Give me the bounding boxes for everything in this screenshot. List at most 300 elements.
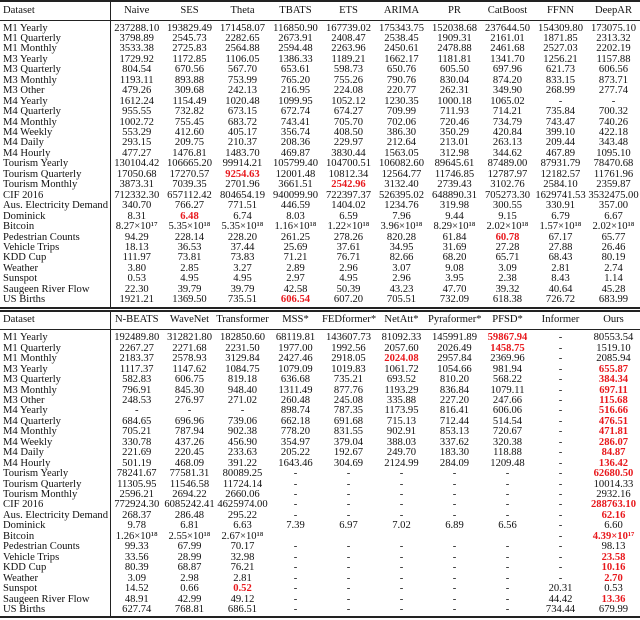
value-cell: 627.74 [110, 605, 163, 617]
dataset-name: M3 Other [0, 396, 110, 406]
value-cell: 705.70 [333, 116, 364, 128]
value-cell: - [452, 572, 457, 584]
dataset-name: M4 Monthly [0, 118, 110, 128]
value-cell: 3532475.00 [588, 189, 639, 201]
value-cell: 210.37 [227, 137, 258, 149]
value-cell: 2527.03 [543, 43, 578, 55]
value-cell: 2.96 [339, 262, 358, 274]
value-cell: 1.16×10¹⁸ [274, 221, 317, 233]
value-cell: 220.77 [386, 85, 417, 97]
value-cell: 735.84 [545, 106, 576, 118]
dataset-name: CIF 2016 [0, 191, 110, 201]
value-cell: - [452, 489, 457, 501]
value-cell: 14.52 [124, 583, 149, 595]
value-cell: 6.79 [551, 210, 570, 222]
value-cell: 955.55 [122, 106, 152, 118]
dataset-name: Pedestrian Counts [0, 542, 110, 552]
dataset-name: Dominick [0, 212, 110, 222]
value-cell: - [505, 593, 510, 605]
value-cell: 2427.46 [278, 353, 313, 365]
value-cell: 1052.12 [331, 95, 366, 107]
value-cell: 173075.10 [590, 22, 637, 34]
best-value-cell: 516.66 [598, 405, 629, 417]
value-cell: 89645.61 [434, 158, 475, 170]
table-row [0, 264, 640, 274]
value-cell: 686.51 [216, 605, 269, 617]
dataset-name: M4 Hourly [0, 149, 110, 159]
value-cell: 37.61 [336, 242, 361, 254]
value-cell: 17270.57 [169, 168, 210, 180]
value-cell: - [399, 499, 404, 511]
value-cell: 2957.84 [437, 353, 472, 365]
value-cell: - [558, 436, 563, 448]
table-row [0, 521, 640, 531]
value-cell: - [399, 541, 404, 553]
value-cell: 804654.19 [219, 189, 266, 201]
value-cell: 36.53 [177, 242, 202, 254]
value-cell: 7.02 [392, 520, 411, 532]
value-cell: 205.22 [280, 447, 311, 459]
value-cell: 130104.42 [114, 158, 160, 170]
table-row [0, 274, 640, 284]
table-row [0, 375, 640, 385]
value-cell: - [558, 394, 563, 406]
dataset-name: Dominick [0, 521, 110, 531]
value-cell: 1193.11 [119, 74, 154, 86]
value-cell: 734.44 [534, 605, 587, 617]
dataset-name: M1 Monthly [0, 44, 110, 54]
table-row [0, 448, 640, 458]
value-cell: - [558, 478, 563, 490]
value-cell: 697.96 [492, 64, 523, 76]
table-row [0, 532, 640, 542]
value-cell: - [399, 478, 404, 490]
value-cell: 286.48 [174, 509, 205, 521]
value-cell: - [399, 509, 404, 521]
value-cell: 940099.90 [272, 189, 319, 201]
value-cell: 67.17 [548, 231, 573, 243]
value-cell: - [505, 583, 510, 595]
value-cell: 673.15 [227, 106, 258, 118]
value-cell: 18.13 [124, 242, 149, 254]
value-cell: 662.18 [280, 415, 311, 427]
value-cell: 1181.81 [437, 53, 472, 65]
dataset-name: US Births [0, 605, 110, 617]
value-cell: - [558, 332, 563, 344]
value-cell: 44.42 [548, 593, 573, 605]
value-cell: 771.51 [227, 200, 258, 212]
value-cell: 2564.88 [225, 43, 260, 55]
value-cell: 446.59 [280, 200, 311, 212]
value-cell: 65.77 [601, 231, 626, 243]
value-cell: 391.22 [227, 457, 258, 469]
value-cell: 2584.10 [543, 179, 578, 191]
value-cell: - [452, 593, 457, 605]
value-cell: 705.21 [122, 426, 152, 438]
dataset-name: US Births [0, 295, 110, 307]
best-value-cell: 84.87 [601, 447, 626, 459]
value-cell: 734.79 [492, 116, 523, 128]
dataset-column-header: Dataset [0, 1, 110, 20]
value-cell: 2.02×10¹⁸ [592, 221, 635, 233]
value-cell: 87931.79 [540, 158, 581, 170]
value-cell: - [399, 468, 404, 480]
best-value-cell: 286.07 [598, 436, 629, 448]
value-cell: 948.40 [227, 384, 258, 396]
table-row [0, 344, 640, 354]
value-cell: 755.26 [333, 74, 364, 86]
value-cell: - [452, 478, 457, 490]
method-column-header: Pyraformer* [428, 311, 481, 330]
value-cell: 456.90 [227, 436, 258, 448]
value-cell: 405.17 [227, 127, 258, 139]
value-cell: 5.35×10¹⁸ [221, 221, 264, 233]
value-cell: 262.31 [439, 85, 470, 97]
value-cell: 691.68 [333, 415, 364, 427]
table-row [0, 295, 640, 307]
value-cell: 182850.60 [219, 332, 266, 344]
value-cell: 340.70 [122, 200, 152, 212]
dataset-name: Saugeen River Flow [0, 595, 110, 605]
dataset-name: Saugeen River Flow [0, 285, 110, 295]
method-column-header: N-BEATS [110, 311, 163, 330]
value-cell: - [399, 593, 404, 605]
value-cell: 40.64 [548, 283, 573, 295]
value-cell: 284.09 [439, 457, 470, 469]
value-cell: 3129.84 [225, 353, 260, 365]
table-row [0, 233, 640, 243]
dataset-name: M4 Weekly [0, 438, 110, 448]
table-row [0, 459, 640, 469]
method-column-header: ARIMA [375, 1, 428, 20]
value-cell: 12787.97 [487, 168, 528, 180]
value-cell: - [346, 593, 351, 605]
dataset-name: M3 Yearly [0, 365, 110, 375]
value-cell: 1476.81 [172, 147, 207, 159]
value-cell: 193829.49 [166, 22, 213, 34]
dataset-name: M4 Daily [0, 448, 110, 458]
table-row [0, 107, 640, 117]
table-row [0, 417, 640, 427]
value-cell: 32.98 [230, 551, 255, 563]
value-cell: - [293, 572, 298, 584]
value-cell: 1065.02 [490, 95, 525, 107]
value-cell: 2932.16 [596, 489, 631, 501]
table-row [0, 553, 640, 563]
value-cell: 1871.85 [543, 32, 578, 44]
method-column-header: PFSD* [481, 311, 534, 330]
value-cell: - [558, 415, 563, 427]
method-column-header: Transformer [216, 311, 269, 330]
value-cell: 1341.70 [490, 53, 525, 65]
value-cell: 80.39 [124, 562, 149, 574]
value-cell: 0.66 [180, 583, 199, 595]
table-row [0, 469, 640, 479]
value-cell: 276.97 [174, 394, 205, 406]
value-cell: 653.61 [280, 64, 311, 76]
value-cell: 10014.33 [593, 478, 634, 490]
best-value-cell: 2024.08 [384, 353, 419, 365]
best-value-cell: 1458.75 [490, 342, 525, 354]
best-value-cell: 62680.50 [593, 468, 634, 480]
header-row [0, 1, 640, 20]
value-cell: 2085.94 [596, 353, 631, 365]
value-cell: 732.82 [174, 106, 205, 118]
method-column-header: NetAtt* [375, 311, 428, 330]
value-cell: 3.95 [445, 273, 464, 285]
value-cell: 479.26 [122, 85, 152, 97]
value-cell: 6.89 [445, 520, 464, 532]
value-cell: 247.66 [492, 394, 523, 406]
best-value-cell: 59867.94 [487, 332, 528, 344]
best-value-cell: 476.51 [598, 415, 629, 427]
method-column-header: MSS* [269, 311, 322, 330]
value-cell: 1157.88 [596, 53, 631, 65]
value-cell: 2.81 [551, 262, 570, 274]
value-cell: - [558, 342, 563, 354]
value-cell: - [293, 489, 298, 501]
value-cell: 526395.02 [378, 189, 425, 201]
value-cell: 1002.72 [119, 116, 154, 128]
value-cell: 9.08 [445, 262, 464, 274]
value-cell: 17050.68 [116, 168, 157, 180]
value-cell: - [558, 95, 563, 107]
value-cell: 49.12 [230, 593, 255, 605]
value-cell: 437.26 [174, 436, 205, 448]
value-cell: 77581.31 [169, 468, 210, 480]
best-value-cell: 6.48 [180, 210, 199, 222]
value-cell: 711.93 [440, 106, 469, 118]
best-value-cell: 471.81 [598, 426, 629, 438]
value-cell: 2918.05 [331, 353, 366, 365]
value-cell: - [293, 583, 298, 595]
value-cell: 320.38 [492, 436, 523, 448]
value-cell: - [293, 478, 298, 490]
value-cell: - [558, 426, 563, 438]
table-row [0, 574, 640, 584]
value-cell: 6.60 [604, 520, 623, 532]
header-row [0, 311, 640, 330]
value-cell: 268.99 [545, 85, 576, 97]
value-cell: 27.88 [548, 242, 573, 254]
value-cell: 683.72 [227, 116, 258, 128]
dataset-name: Tourism Quarterly [0, 480, 110, 490]
value-cell: 65.71 [495, 252, 520, 264]
method-column-header: Naive [110, 1, 163, 20]
value-cell: 249.70 [386, 447, 417, 459]
table-row [0, 427, 640, 437]
value-cell: - [558, 572, 563, 584]
value-cell: - [452, 468, 457, 480]
value-cell: 335.88 [386, 394, 417, 406]
table-row [0, 365, 640, 375]
value-cell: 6.74 [233, 210, 252, 222]
value-cell: 2359.87 [596, 179, 631, 191]
value-cell: 819.18 [227, 374, 258, 386]
value-cell: - [558, 447, 563, 459]
value-cell: - [346, 468, 351, 480]
dataset-name: M4 Yearly [0, 406, 110, 416]
table-row [0, 65, 640, 75]
value-cell: - [505, 499, 510, 511]
value-cell: 6.59 [339, 210, 358, 222]
value-cell: 4.95 [180, 273, 199, 285]
value-cell: 1084.75 [225, 363, 260, 375]
value-cell: 2231.50 [225, 342, 260, 354]
value-cell: 145991.89 [431, 332, 478, 344]
value-cell: 1992.56 [331, 342, 366, 354]
value-cell: - [346, 551, 351, 563]
value-cell: 468.09 [174, 457, 205, 469]
value-cell: 2538.45 [384, 32, 419, 44]
method-column-header: WaveNet [163, 311, 216, 330]
value-cell: 73.83 [230, 252, 255, 264]
value-cell: 263.13 [492, 137, 523, 149]
dataset-name: M3 Monthly [0, 386, 110, 396]
value-cell: - [293, 468, 298, 480]
value-cell: 3132.40 [384, 179, 419, 191]
value-cell: 78241.67 [116, 468, 157, 480]
dataset-name: KDD Cup [0, 563, 110, 573]
dataset-name: Bitcoin [0, 222, 110, 232]
value-cell: - [558, 384, 563, 396]
value-cell: 1629741.53 [535, 189, 586, 201]
value-cell: 105799.40 [272, 158, 319, 170]
value-cell: 2282.65 [225, 32, 260, 44]
value-cell: 2461.68 [490, 43, 525, 55]
value-cell: 209.44 [545, 137, 576, 149]
value-cell: 8.43 [551, 273, 570, 285]
value-cell: 790.76 [386, 74, 417, 86]
table-row [0, 253, 640, 263]
value-cell: 344.62 [492, 147, 523, 159]
value-cell: - [293, 509, 298, 521]
value-cell: 598.73 [333, 64, 364, 76]
dataset-name: Aus. Electricity Demand [0, 201, 110, 211]
value-cell: 233.63 [227, 447, 258, 459]
value-cell: 216.95 [280, 85, 311, 97]
value-cell: - [346, 541, 351, 553]
value-cell: 772924.30 [114, 499, 160, 511]
value-cell: 670.56 [174, 64, 205, 76]
value-cell: - [558, 363, 563, 375]
value-cell: 726.72 [534, 295, 587, 307]
value-cell: 43.23 [389, 283, 414, 295]
value-cell: - [452, 551, 457, 563]
value-cell: 229.97 [333, 137, 364, 149]
value-cell: 99914.21 [222, 158, 263, 170]
dataset-name: Tourism Monthly [0, 180, 110, 190]
table-row [0, 76, 640, 86]
dataset-name: M4 Daily [0, 138, 110, 148]
value-cell: 349.90 [492, 85, 523, 97]
table-row [0, 406, 640, 416]
value-cell: 2673.91 [278, 32, 313, 44]
value-cell: 1117.37 [119, 363, 154, 375]
value-cell: 1612.24 [119, 95, 154, 107]
value-cell: - [399, 572, 404, 584]
value-cell: 765.20 [280, 74, 311, 86]
value-cell: 3798.89 [119, 32, 154, 44]
value-cell: 2.96 [392, 273, 411, 285]
value-cell: 672.74 [280, 106, 311, 118]
value-cell: 606.06 [492, 405, 523, 417]
value-cell: 0.53 [604, 583, 623, 595]
value-cell: 753.99 [227, 74, 258, 86]
value-cell: 1000.18 [437, 95, 472, 107]
table-row [0, 201, 640, 211]
value-cell: 192489.80 [114, 332, 160, 344]
value-cell: 116850.90 [273, 22, 318, 34]
value-cell: 61.84 [442, 231, 467, 243]
dataset-name: KDD Cup [0, 253, 110, 263]
value-cell: - [558, 489, 563, 501]
value-cell: 42.58 [283, 283, 308, 295]
method-column-header: PR [428, 1, 481, 20]
value-cell: 787.35 [333, 405, 364, 417]
value-cell: - [399, 583, 404, 595]
value-cell: 337.62 [439, 436, 470, 448]
value-cell: 237644.50 [484, 22, 531, 34]
value-cell: 2313.32 [596, 32, 631, 44]
dataset-name: Vehicle Trips [0, 243, 110, 253]
value-cell: 740.26 [598, 116, 629, 128]
value-cell: 1019.83 [331, 363, 366, 375]
value-cell: 20.31 [548, 583, 573, 595]
value-cell: - [346, 583, 351, 595]
dataset-name: M4 Quarterly [0, 417, 110, 427]
value-cell: 2478.88 [437, 43, 472, 55]
dataset-name: M1 Quarterly [0, 344, 110, 354]
table-row [0, 86, 640, 96]
value-cell: 67.99 [177, 541, 202, 553]
value-cell: 2578.93 [172, 353, 207, 365]
value-cell: 714.21 [492, 106, 523, 118]
value-cell: 898.74 [280, 405, 311, 417]
best-value-cell: 655.87 [598, 363, 629, 375]
value-cell: 9.15 [498, 210, 517, 222]
value-cell: - [558, 374, 563, 386]
value-cell: 45.28 [601, 283, 626, 295]
value-cell: - [558, 509, 563, 521]
value-cell: 106665.20 [166, 158, 213, 170]
value-cell: 39.79 [177, 283, 202, 295]
value-cell: 87489.00 [487, 158, 528, 170]
value-cell: 830.04 [439, 74, 470, 86]
value-cell: 6.67 [604, 210, 623, 222]
value-cell: 99.33 [124, 541, 149, 553]
value-cell: 2271.68 [172, 342, 207, 354]
method-column-header: Theta [216, 1, 269, 20]
value-cell: - [346, 489, 351, 501]
value-cell: 220.45 [174, 447, 205, 459]
value-cell: 408.50 [333, 127, 364, 139]
value-cell: 2725.83 [172, 43, 207, 55]
value-cell: - [346, 478, 351, 490]
value-cell: - [452, 562, 457, 574]
table-row [0, 138, 640, 148]
value-cell: 71.21 [283, 252, 308, 264]
value-cell: 1020.48 [225, 95, 260, 107]
value-cell: 607.20 [322, 295, 375, 307]
dataset-name: Tourism Yearly [0, 469, 110, 479]
table-row [0, 396, 640, 406]
value-cell: 1369.50 [163, 295, 216, 307]
value-cell: 76.71 [336, 252, 361, 264]
table-row [0, 97, 640, 107]
best-value-cell: 115.68 [599, 394, 628, 406]
method-column-header: Informer [534, 311, 587, 330]
